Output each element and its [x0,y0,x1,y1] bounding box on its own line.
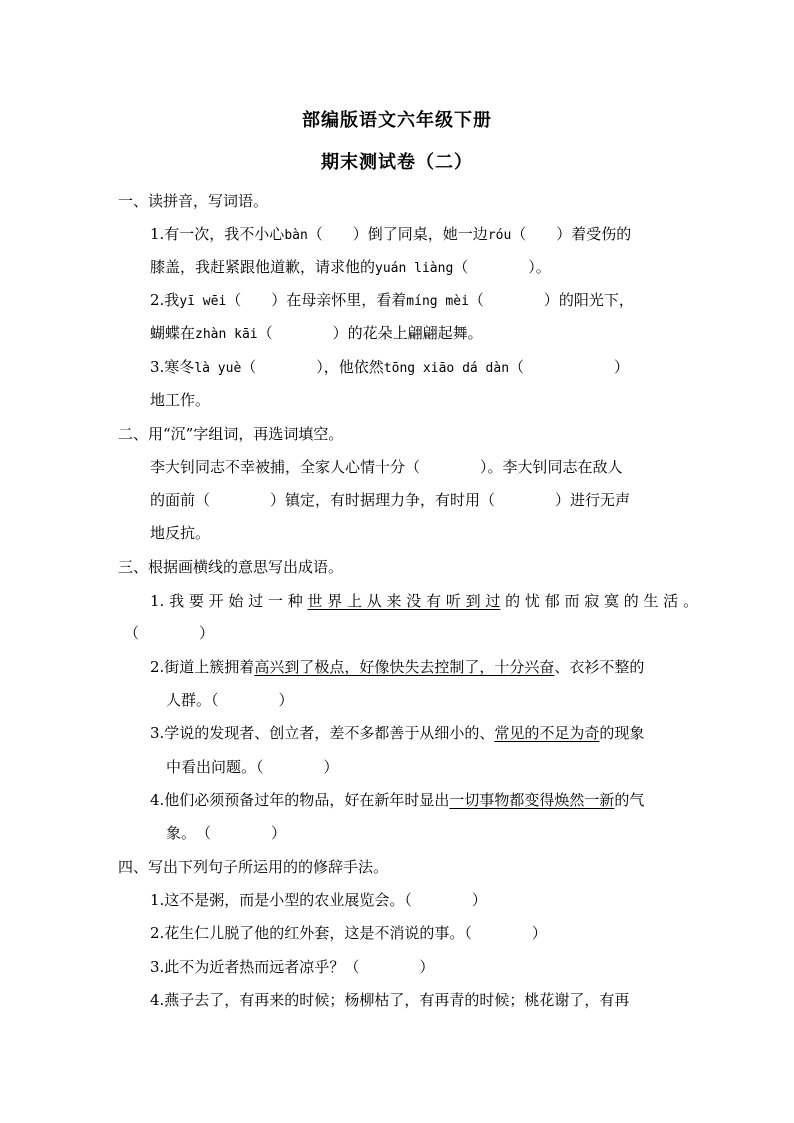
section-3-heading: 三、根据画横线的意思写出成语。 [118,558,344,576]
s3-q1-underlined: 世 界 上 从 来 没 有 听 到 过 [307,592,501,610]
section-4-heading: 四、写出下列句子所运用的的修辞手法。 [118,858,389,876]
s1-q3-text-c: （ ） [509,358,630,376]
s1-q1-text-e: （ ）。 [453,258,551,276]
s3-q4-line2: 象。 （ ） [166,824,287,842]
s3-q2-line1 [150,657,644,677]
s1-q2-text-a: 2.我 [150,291,180,309]
section-1-heading: 一、读拼音，写词语。 [118,192,269,210]
s1-q2-pinyin-3: zhàn kāi [195,327,258,342]
s1-q3-text-b: （ ），他依然 [241,358,384,376]
s2-line3: 地反抗。 [150,524,211,542]
s3-q2-text-a: 2.街道上簇拥着 [150,658,255,676]
s4-q3: 3.此不为近者热而远者凉乎？（ ） [150,958,435,976]
s1-q1-line2 [150,257,551,279]
s3-q3-text-a: 3.学说的发现者、创立者，差不多都善于从细小的、 [150,724,495,742]
s1-q3-pinyin-1: là yuè [194,361,242,376]
s3-q4-text-b: 的气 [614,791,645,809]
s3-q1-text-b: 的 忧 郁 而 寂 寞 的 生 活 。 [500,592,699,610]
s3-q4-line1 [150,790,644,810]
s1-q1-text-b: （ ）倒了同桌，她一边 [307,225,488,243]
section-2-heading: 二、用“沉”字组词，再选词填空。 [118,425,344,443]
s1-q3-text-a: 3.寒冬 [150,358,195,376]
s2-line2: 的面前（ ）镇定，有时据理力争，有时用（ ）进行无声 [150,491,631,509]
s3-q1-answer-blank: （ ） [124,624,215,642]
s1-q2-text-c: （ ）的阳光下， [468,291,634,309]
s2-line1: 李大钊同志不幸被捕，全家人心情十分（ ）。李大钊同志在敌人 [150,458,623,476]
s1-q2-text-d: 蝴蝶在 [150,324,196,342]
s1-q2-pinyin-2: míng mèi [406,294,469,309]
s3-q3-text-b: 的现象 [599,724,645,742]
s3-q1-line1 [150,591,698,611]
s3-q2-underlined: 高兴到了极点，好像快失去控制了，十分兴奋 [254,658,555,676]
s1-q1-text-c: （ ）着受伤的 [511,225,632,243]
s1-q2-pinyin-1: yī wēi [179,294,227,309]
s1-q1-text-a: 1.有一次，我不小心 [150,225,285,243]
s1-q2-line2 [150,323,483,345]
s1-q1-pinyin-2: róu [487,228,512,243]
s4-q2: 2.花生仁儿脱了他的红外套，这是不消说的事。（ ） [150,924,547,942]
s3-q2-line2: 人群。（ ） [166,691,294,709]
s3-q3-line1 [150,723,644,743]
s1-q2-line1 [150,290,634,312]
s3-q3-underlined: 常见的不足为奇 [494,724,600,742]
s1-q2-text-e: （ ）的花朵上翩翩起舞。 [257,324,483,342]
s1-q3-pinyin-2: tōng xiāo dá dàn [383,361,510,376]
s3-q3-line2: 中看出问题。（ ） [166,758,339,776]
s1-q2-text-b: （ ）在母亲怀里，看着 [226,291,407,309]
s4-q1: 1.这不是粥，而是小型的农业展览会。（ ） [150,891,487,909]
s4-q4: 4.燕子去了，有再来的时候；杨柳枯了，有再青的时候；桃花谢了，有再 [150,991,630,1009]
s1-q1-pinyin-3: yuán liàng [375,261,454,276]
s3-q4-underlined: 一切事物都变得焕然一新 [449,791,615,809]
s1-q1-text-d: 膝盖，我赶紧跟他道歉，请求他的 [150,258,376,276]
page-subtitle: 期末测试卷（二） [321,152,473,173]
page-title: 部编版语文六年级下册 [302,110,492,131]
s1-q3-line2: 地工作。 [150,391,211,409]
s3-q2-text-b: 、衣衫不整的 [554,658,645,676]
s1-q3-line1 [150,357,629,379]
s1-q1-line1 [150,224,631,246]
s3-q1-text-a: 1. 我 要 开 始 过 一 种 [150,592,308,610]
s1-q1-pinyin-1: bàn [284,228,308,243]
s3-q4-text-a: 4.他们必须预备过年的物品，好在新年时显出 [150,791,450,809]
